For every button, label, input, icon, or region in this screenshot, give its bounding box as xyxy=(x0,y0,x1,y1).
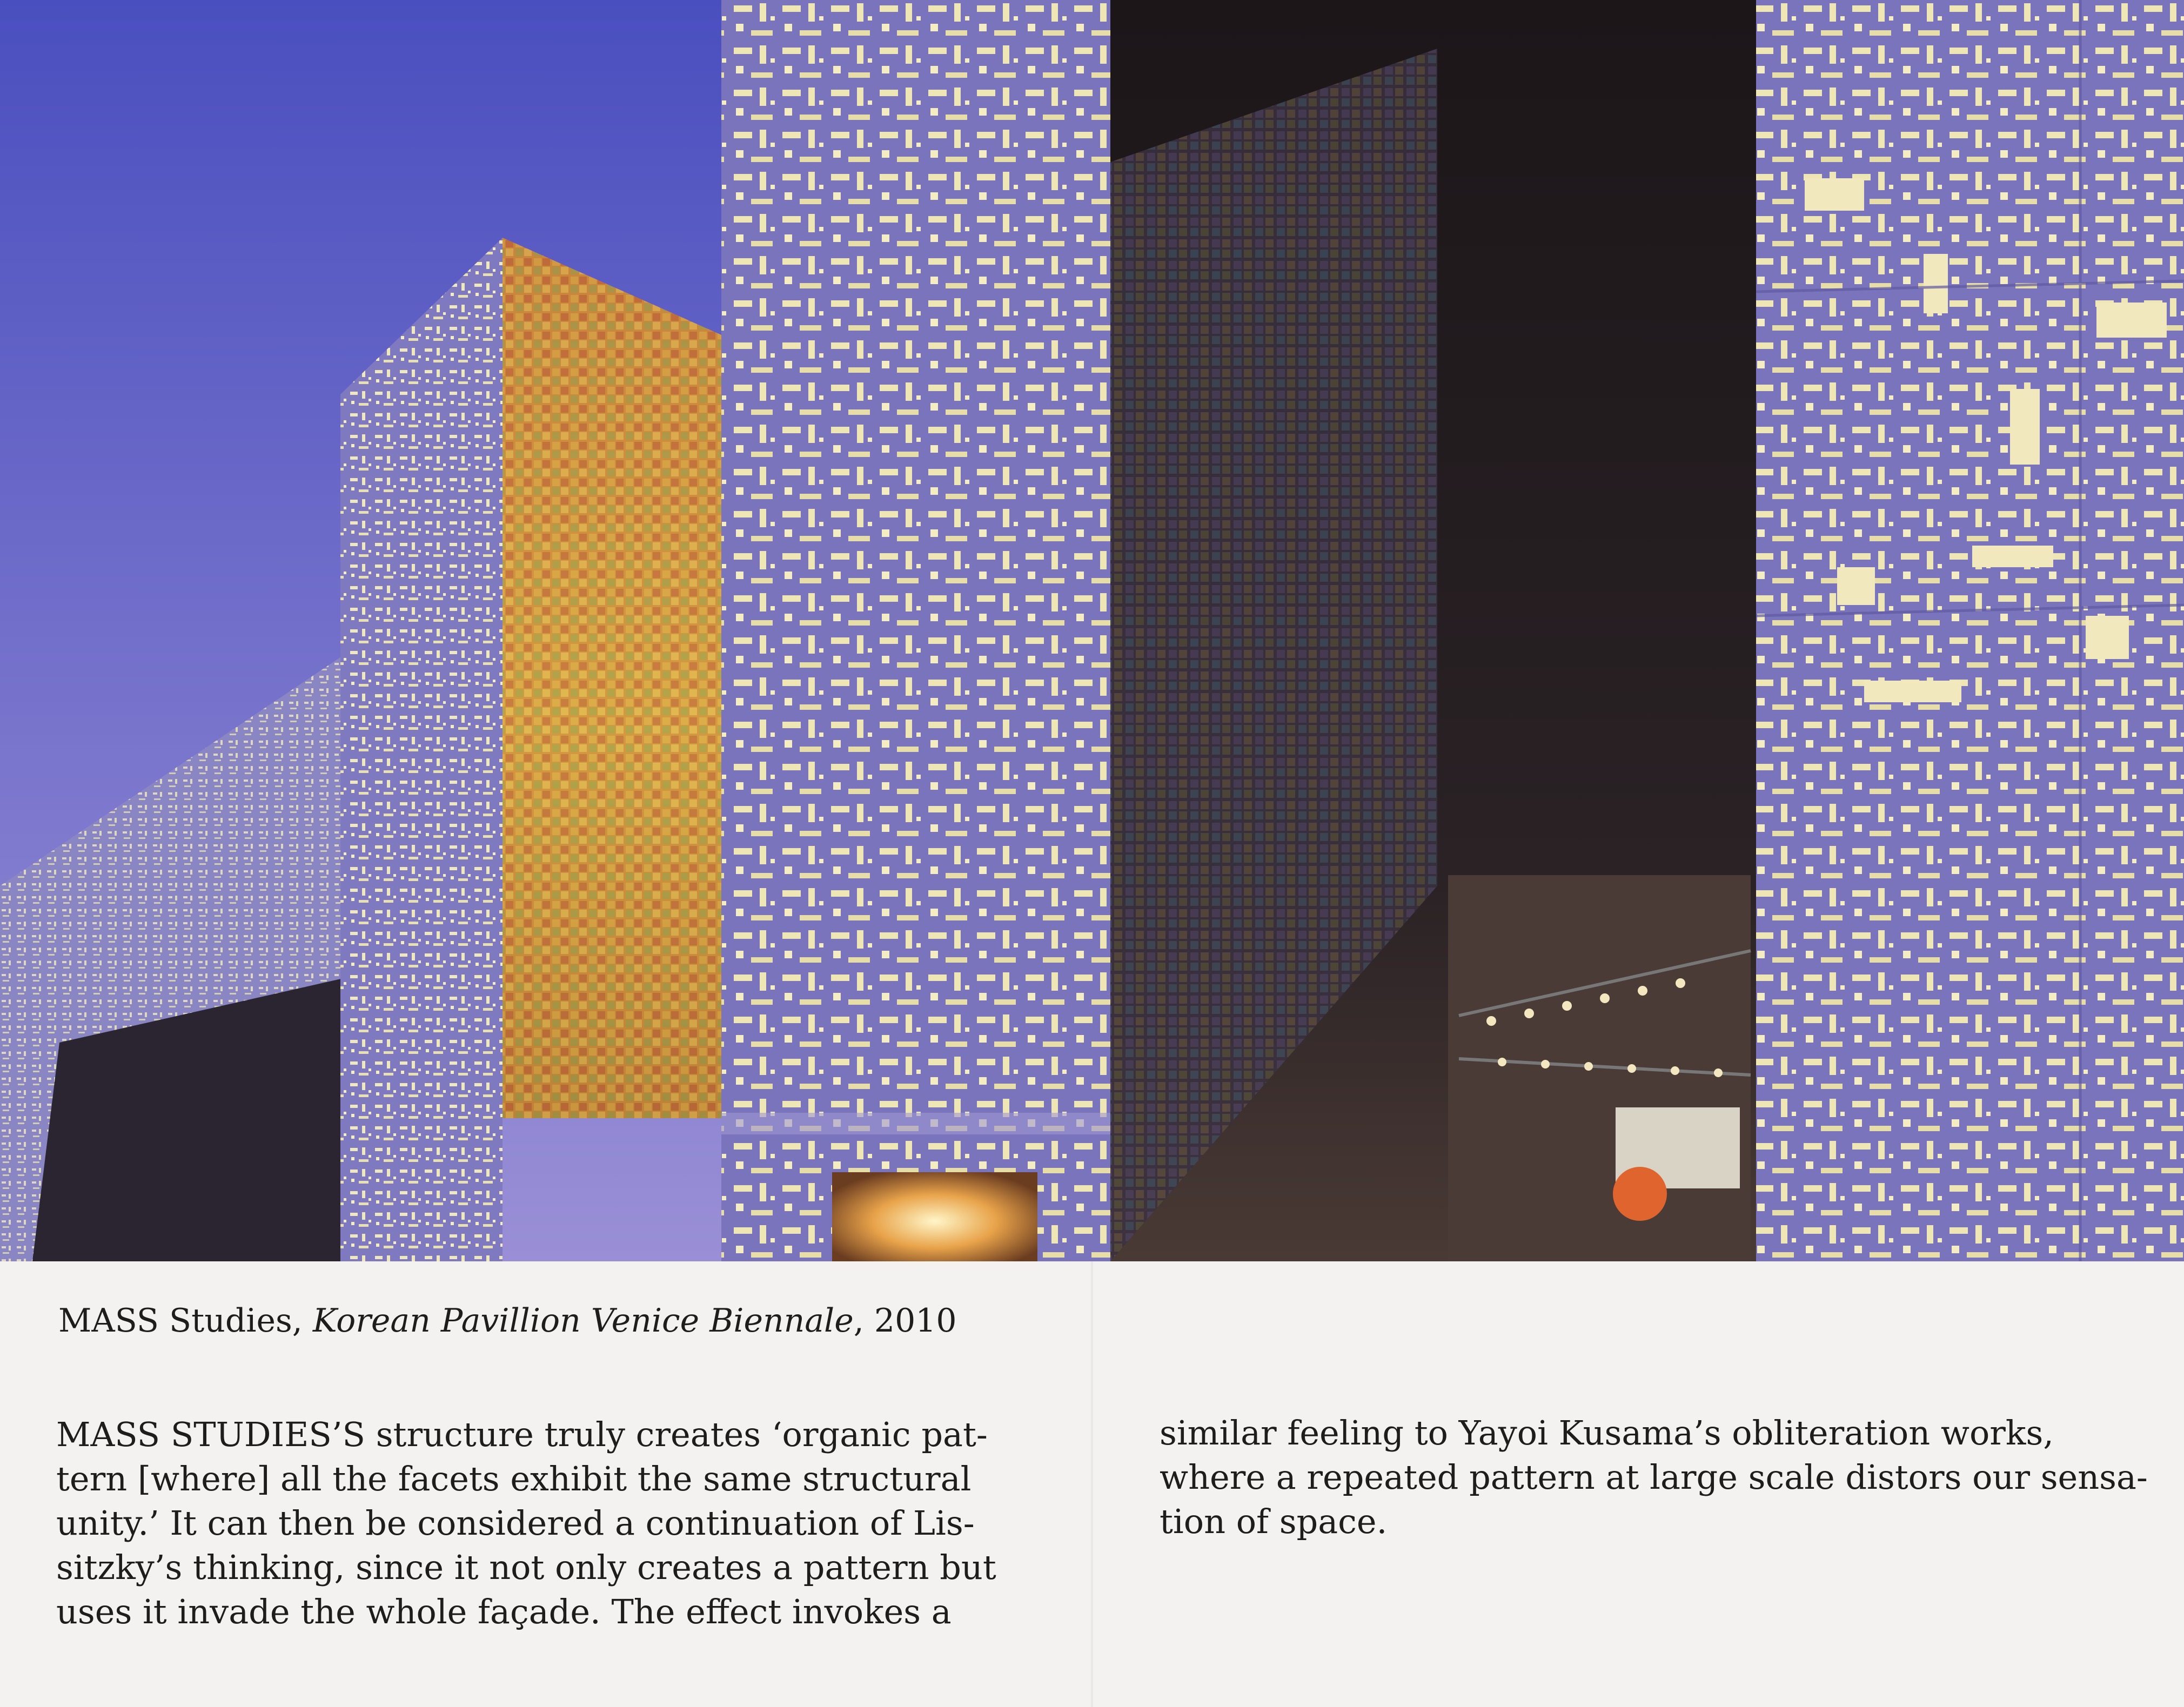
left-tower-side xyxy=(340,238,503,1261)
body-column-right xyxy=(1160,1411,2148,1544)
body-line: sitzky’s thinking, since it not only creates a pattern but xyxy=(56,1548,996,1587)
body-line: tern [where] all the facets exhibit the same structural xyxy=(56,1459,972,1498)
body-line: uses it invade the whole façade. The effect invokes a xyxy=(56,1592,952,1631)
caption-author: MASS Studies, xyxy=(58,1302,303,1340)
body-line: where a repeated pattern at large scale distors our sensa- xyxy=(1160,1457,2148,1497)
body-line: MASS STUDIES’S structure truly creates ‘organic pat- xyxy=(56,1415,988,1454)
entrance-door xyxy=(832,1172,1037,1261)
orange-sphere xyxy=(1613,1167,1667,1221)
caption-year: , 2010 xyxy=(853,1302,957,1340)
body-line: unity.’ It can then be considered a continuation of Lis- xyxy=(56,1503,975,1543)
body-line: similar feeling to Yayoi Kusama’s obliteration works, xyxy=(1160,1413,2054,1453)
body-line: tion of space. xyxy=(1160,1502,1388,1541)
main-facade xyxy=(721,0,1110,1261)
body-column-left xyxy=(56,1413,996,1634)
caption-title: Korean Pavillion Venice Biennale xyxy=(312,1302,854,1340)
figure-caption xyxy=(58,1299,957,1342)
page-gutter xyxy=(1090,1261,1094,1707)
